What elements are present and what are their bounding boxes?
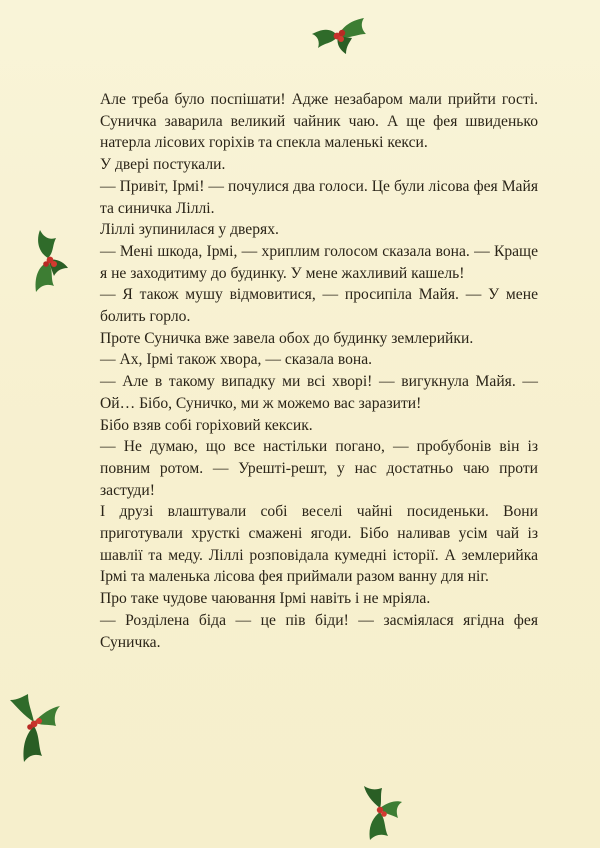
story-paragraph: Бібо взяв собі горіховий кексик. <box>100 416 313 434</box>
story-paragraph: — Розділена біда — це пів біди! — засміялася ягідна фея Суничка. <box>100 611 538 651</box>
story-paragraph: — Привіт, Ірмі! — почулися два голоси. Це були лісова фея Майя та синичка Ліллі. <box>100 177 538 217</box>
story-paragraph: Про таке чудове чаювання Ірмі навіть і не мріяла. <box>100 590 431 608</box>
story-paragraph: — Мені шкода, Ірмі, — хриплим голосом сказала вона. — Краще я не заходитиму до будинку. У мене жахливий кашель! <box>100 242 538 282</box>
holly-sprig-icon <box>6 694 62 766</box>
story-paragraph: — Ах, Ірмі також хвора, — сказала вона. <box>100 351 373 369</box>
holly-sprig-icon <box>308 12 370 58</box>
story-paragraph: Але треба було поспішати! Адже незабаром мали прийти гості. Суничка заварила великий чайник чаю. А ще фея швиденько натерла лісових горіхів та спекла маленькі кекси. <box>100 91 538 152</box>
holly-sprig-icon <box>22 228 72 296</box>
story-paragraph: І друзі влаштували собі веселі чайні посиденьки. Вони приготували хрусткі смажені ягоди. Бібо наливав усім чай із шавлії та меду. Ліллі розповідала кумедні історії. А землерийка Ірмі та маленька лісова фея приймали разом ванну для ніг. <box>100 503 538 586</box>
story-paragraph: — Я також мушу відмовитися, — просипіла Майя. — У мене болить горло. <box>100 286 538 326</box>
story-paragraph: У двері постукали. <box>100 156 226 174</box>
story-text <box>100 89 538 653</box>
story-paragraph: — Але в такому випадку ми всі хворі! — вигукнула Майя. — Ой… Бібо, Суничко, ми ж можемо вас заразити! <box>100 373 538 412</box>
story-paragraph: Ліллі зупинилася у дверях. <box>100 221 279 239</box>
story-paragraph: — Не думаю, що все настільки погано, — пробубонів він із повним ротом. — Урешті-решт, у нас достатньо чаю проти застуди! <box>100 438 538 499</box>
holly-sprig-icon <box>358 786 404 842</box>
story-paragraph: Проте Суничка вже завела обох до будинку землерийки. <box>100 329 474 347</box>
